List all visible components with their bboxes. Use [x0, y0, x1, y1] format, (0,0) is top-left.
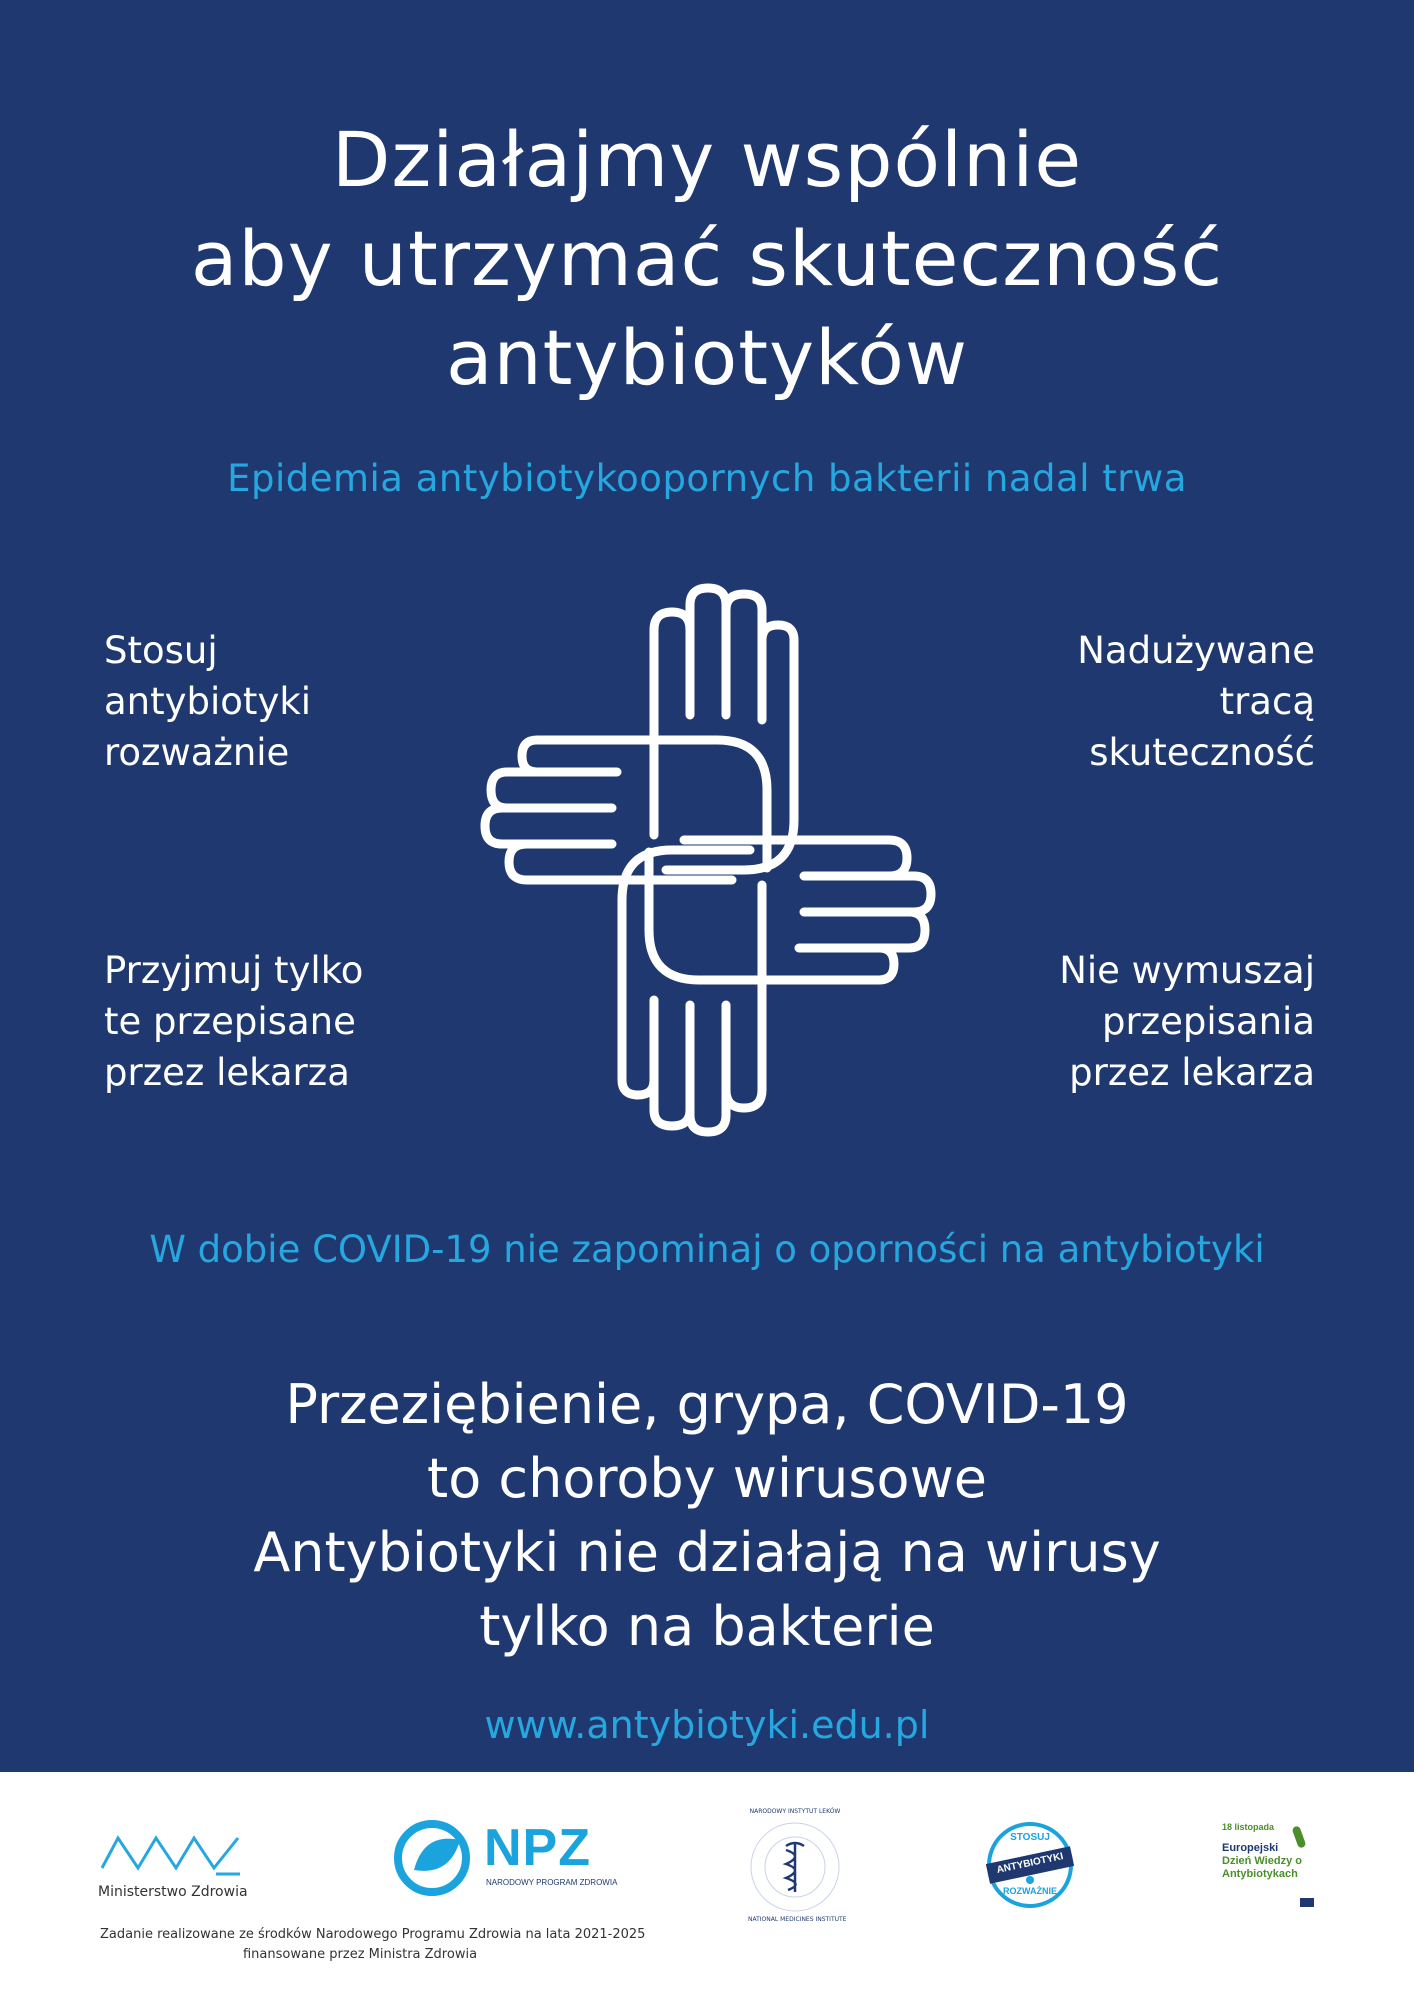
tip-line: Nie wymuszaj — [1059, 949, 1315, 992]
poster-title — [0, 110, 1414, 407]
tip-line: przepisania — [1101, 1000, 1315, 1043]
tip-line: Stosuj — [104, 629, 218, 672]
eu-flag-icon — [1300, 1898, 1314, 1907]
nil-logo — [748, 1808, 847, 1923]
npz-drop-icon — [394, 1818, 474, 1898]
hand-bottom-left-icon — [622, 850, 762, 1132]
tip-bottom-right — [1059, 945, 1315, 1098]
npz-short-name: NPZ — [484, 1819, 591, 1877]
tip-line: te przepisane — [104, 1000, 356, 1043]
four-hands-icon — [422, 580, 998, 1140]
viral-line: to choroby wirusowe — [427, 1447, 987, 1510]
badge-middle-text: ANTYBIOTYKI — [995, 1851, 1065, 1876]
viral-line: Przeziębienie, grypa, COVID-19 — [285, 1373, 1129, 1436]
eaad-line3: Antybiotykach — [1222, 1868, 1298, 1880]
npz-logo — [394, 1818, 618, 1898]
tip-line: rozważnie — [104, 731, 290, 774]
eaad-line1: Europejski — [1222, 1842, 1279, 1854]
funding-note — [100, 1925, 646, 1965]
title-line: aby utrzymać skuteczność — [190, 214, 1224, 303]
viral-line: tylko na bakterie — [479, 1595, 935, 1658]
tip-line: przez lekarza — [1069, 1051, 1315, 1094]
tip-line: Nadużywane — [1077, 629, 1315, 672]
title-line: antybiotyków — [445, 313, 969, 402]
badge-top-text: STOSUJ — [1010, 1832, 1050, 1843]
ministry-mark-icon — [98, 1828, 248, 1878]
tip-line: Przyjmuj tylko — [104, 949, 364, 992]
tip-top-right — [1077, 625, 1315, 778]
nil-ring-top: NARODOWY INSTYTUT LEKÓW — [749, 1808, 841, 1815]
viral-message — [0, 1368, 1414, 1664]
website-link[interactable]: www.antybiotyki.edu.pl — [484, 1703, 930, 1747]
viral-line: Antybiotyki nie działają na wirusy — [253, 1521, 1161, 1584]
tip-line: tracą — [1219, 680, 1315, 723]
covid-note: W dobie COVID-19 nie zapominaj o oporności na antybiotyki — [149, 1228, 1265, 1271]
badge-bottom-text: ROZWAŻNIE — [1003, 1886, 1057, 1896]
ministry-logo — [98, 1828, 248, 1908]
eaad-logo — [1222, 1822, 1322, 1912]
hand-bottom-right-icon — [649, 840, 931, 980]
ministry-name: Ministerstwo Zdrowia — [98, 1884, 248, 1900]
title-line: Działajmy wspólnie — [331, 115, 1083, 204]
eaad-line2: Dzień Wiedzy o — [1222, 1855, 1302, 1867]
tip-line: skuteczność — [1089, 731, 1315, 774]
tip-line: antybiotyki — [104, 680, 312, 723]
tip-top-left — [104, 625, 311, 778]
hand-top-right-icon — [654, 588, 794, 870]
nil-seal-icon — [748, 1820, 842, 1914]
funding-line: Zadanie realizowane ze środków Narodowego Programu Zdrowia na lata 2021-2025 — [100, 1927, 646, 1942]
hand-top-left-icon — [485, 740, 767, 880]
tip-line: przez lekarza — [104, 1051, 350, 1094]
stosuj-badge — [985, 1820, 1075, 1910]
eaad-capsule-icon — [1288, 1824, 1310, 1858]
nil-ring-bottom: NATIONAL MEDICINES INSTITUTE — [748, 1916, 847, 1923]
npz-full-name: NARODOWY PROGRAM ZDROWIA — [486, 1878, 618, 1887]
poster-subtitle: Epidemia antybiotykoopornych bakterii nadal trwa — [227, 457, 1187, 500]
tip-bottom-left — [104, 945, 363, 1098]
eaad-date: 18 listopada — [1222, 1822, 1275, 1832]
funding-line: finansowane przez Ministra Zdrowia — [242, 1947, 478, 1962]
